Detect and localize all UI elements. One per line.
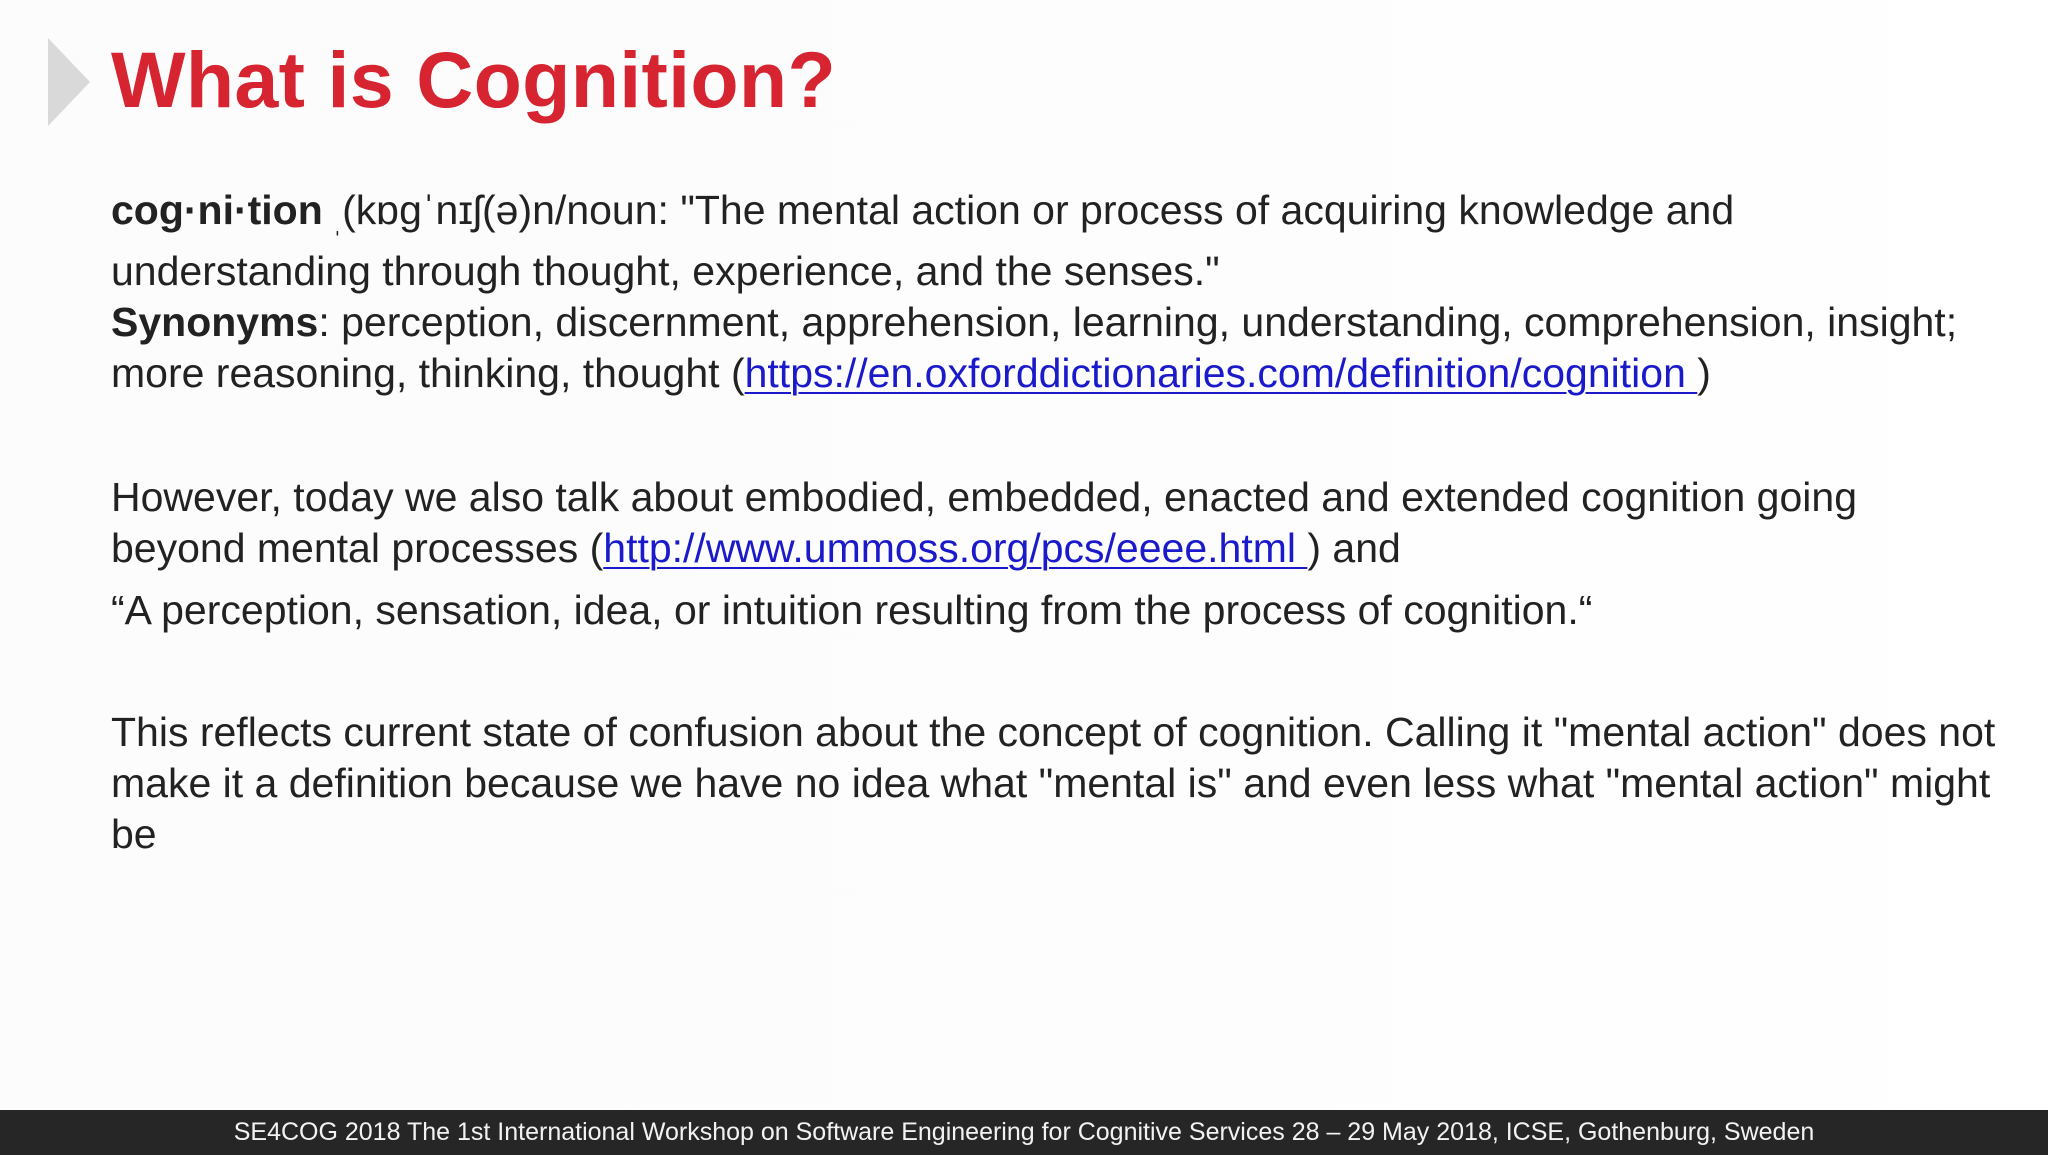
title-arrow-marker [48, 38, 90, 126]
slide-title: What is Cognition? [111, 35, 837, 124]
stress-mark: ˌ [332, 205, 343, 236]
definition-paragraph [111, 185, 2001, 297]
footer-bar [0, 1110, 2048, 1155]
embodied-paragraph [111, 472, 2001, 574]
synonyms-text: : perception, discernment, apprehension, learning, understanding, comprehension, insight; more reasoning, thinking, thought ( [111, 299, 1958, 396]
ummoss-link[interactable]: http://www.ummoss.org/pcs/eeee.html [603, 525, 1308, 571]
embodied-after: ) and [1307, 525, 1401, 571]
synonyms-close: ) [1697, 350, 1711, 396]
synonyms-label: Synonyms [111, 299, 319, 345]
reflection-paragraph: This reflects current state of confusion about the concept of cognition. Calling it "mental action" does not make it a definition because we have no idea what "mental is" and even less what "mental action" might be [111, 709, 1996, 857]
quote-paragraph: “A perception, sensation, idea, or intuition resulting from the process of cognition.“ [111, 587, 1593, 633]
definition-pronunciation: (kɒɡˈnɪʃ(ə)n/noun: [342, 187, 669, 233]
synonyms-paragraph [111, 297, 2001, 399]
definition-text: "The mental action or process of acquiring knowledge and understanding through thought, experience, and the senses." [111, 187, 1735, 294]
definition-headword: cog·ni·tion [111, 187, 323, 233]
footer-text: SE4COG 2018 The 1st International Workshop on Software Engineering for Cognitive Services 28 – 29 May 2018, ICSE, Gothenburg, Sweden [233, 1118, 1815, 1146]
oxford-dictionary-link[interactable]: https://en.oxforddictionaries.com/definition/cognition [744, 350, 1698, 396]
embodied-text: However, today we also talk about embodied, embedded, enacted and extended cognition going beyond mental processes ( [111, 474, 1858, 571]
